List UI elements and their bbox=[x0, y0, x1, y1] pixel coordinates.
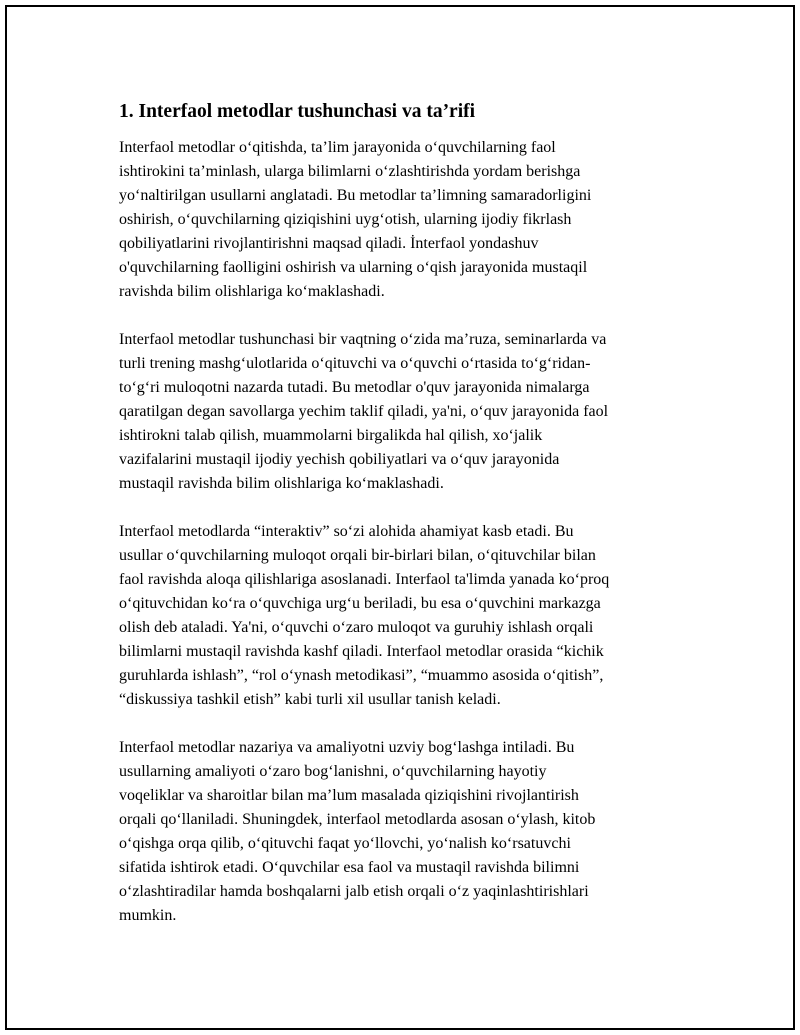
text-line: voqeliklar va sharoitlar bilan ma’lum masalada qiziqishini rivojlantirish bbox=[119, 787, 579, 804]
text-line: oshirish, o‘quvchilarning qiziqishini uyg‘otish, ularning ijodiy fikrlash bbox=[119, 211, 572, 228]
text-line: ishtirokini ta’minlash, ularga bilimlarni o‘zlashtirishda yordam berishga bbox=[119, 163, 581, 180]
text-line: ishtirokni talab qilish, muammolarni birgalikda hal qilish, xo‘jalik bbox=[119, 427, 543, 444]
text-line: orqali qo‘llaniladi. Shuningdek, interfaol metodlarda asosan o‘ylash, kitob bbox=[119, 811, 596, 828]
paragraphs-container bbox=[119, 136, 695, 928]
document-body bbox=[119, 99, 695, 928]
text-line: Interfaol metodlarda “interaktiv” so‘zi alohida ahamiyat kasb etadi. Bu bbox=[119, 523, 574, 540]
paragraph bbox=[119, 328, 695, 496]
text-line: faol ravishda aloqa qilishlariga asoslanadi. Interfaol ta'limda yanada ko‘proq bbox=[119, 571, 610, 588]
text-line: Interfaol metodlar nazariya va amaliyotni uzviy bog‘lashga intiladi. Bu bbox=[119, 739, 575, 756]
text-line: o‘qishga orqa qilib, o‘qituvchi faqat yo‘llovchi, yo‘nalish ko‘rsatuvchi bbox=[119, 835, 571, 852]
text-line: olish deb ataladi. Ya'ni, o‘quvchi o‘zaro muloqot va guruhiy ishlash orqali bbox=[119, 619, 594, 636]
text-line: usullar o‘quvchilarning muloqot orqali bir-birlari bilan, o‘qituvchilar bilan bbox=[119, 547, 596, 564]
text-line: yo‘naltirilgan usullarni anglatadi. Bu metodlar ta’limning samaradorligini bbox=[119, 187, 592, 204]
section-heading: 1. Interfaol metodlar tushunchasi va ta’rifi bbox=[119, 101, 476, 122]
text-line: mumkin. bbox=[119, 907, 177, 924]
paragraph bbox=[119, 520, 695, 712]
paragraph bbox=[119, 136, 695, 304]
text-line: Interfaol metodlar o‘qitishda, ta’lim jarayonida o‘quvchilarning faol bbox=[119, 139, 556, 156]
text-line: o‘zlashtiradilar hamda boshqalarni jalb etish orqali o‘z yaqinlashtirishlari bbox=[119, 883, 589, 900]
text-line: bilimlarni mustaqil ravishda kashf qiladi. Interfaol metodlar orasida “kichik bbox=[119, 643, 604, 660]
text-line: sifatida ishtirok etadi. O‘quvchilar esa faol va mustaqil ravishda bilimni bbox=[119, 859, 580, 876]
text-line: Interfaol metodlar tushunchasi bir vaqtning o‘zida ma’ruza, seminarlarda va bbox=[119, 331, 607, 348]
paragraph bbox=[119, 736, 695, 928]
text-line: vazifalarini mustaqil ijodiy yechish qobiliyatlari va o‘quv jarayonida bbox=[119, 451, 560, 468]
text-line: guruhlarda ishlash”, “rol o‘ynash metodikasi”, “muammo asosida o‘qitish”, bbox=[119, 667, 604, 684]
page-frame bbox=[5, 5, 795, 1030]
text-line: qaratilgan degan savollarga yechim taklif qiladi, ya'ni, o‘quv jarayonida faol bbox=[119, 403, 609, 420]
text-line: usullarning amaliyoti o‘zaro bog‘lanishni, o‘quvchilarning hayotiy bbox=[119, 763, 547, 780]
text-line: ravishda bilim olishlariga ko‘maklashadi. bbox=[119, 283, 385, 300]
text-line: “diskussiya tashkil etish” kabi turli xil usullar tanish keladi. bbox=[119, 691, 501, 708]
text-line: turli trening mashg‘ulotlarida o‘qituvchi va o‘quvchi o‘rtasida to‘g‘ridan- bbox=[119, 355, 591, 372]
text-line: o'quvchilarning faolligini oshirish va ularning o‘qish jarayonida mustaqil bbox=[119, 259, 588, 276]
text-line: o‘qituvchidan ko‘ra o‘quvchiga urg‘u beriladi, bu esa o‘quvchini markazga bbox=[119, 595, 601, 612]
text-line: mustaqil ravishda bilim olishlariga ko‘maklashadi. bbox=[119, 475, 444, 492]
text-line: qobiliyatlarini rivojlantirishni maqsad qiladi. İnterfaol yondashuv bbox=[119, 235, 539, 252]
text-line: to‘g‘ri muloqotni nazarda tutadi. Bu metodlar o'quv jarayonida nimalarga bbox=[119, 379, 590, 396]
